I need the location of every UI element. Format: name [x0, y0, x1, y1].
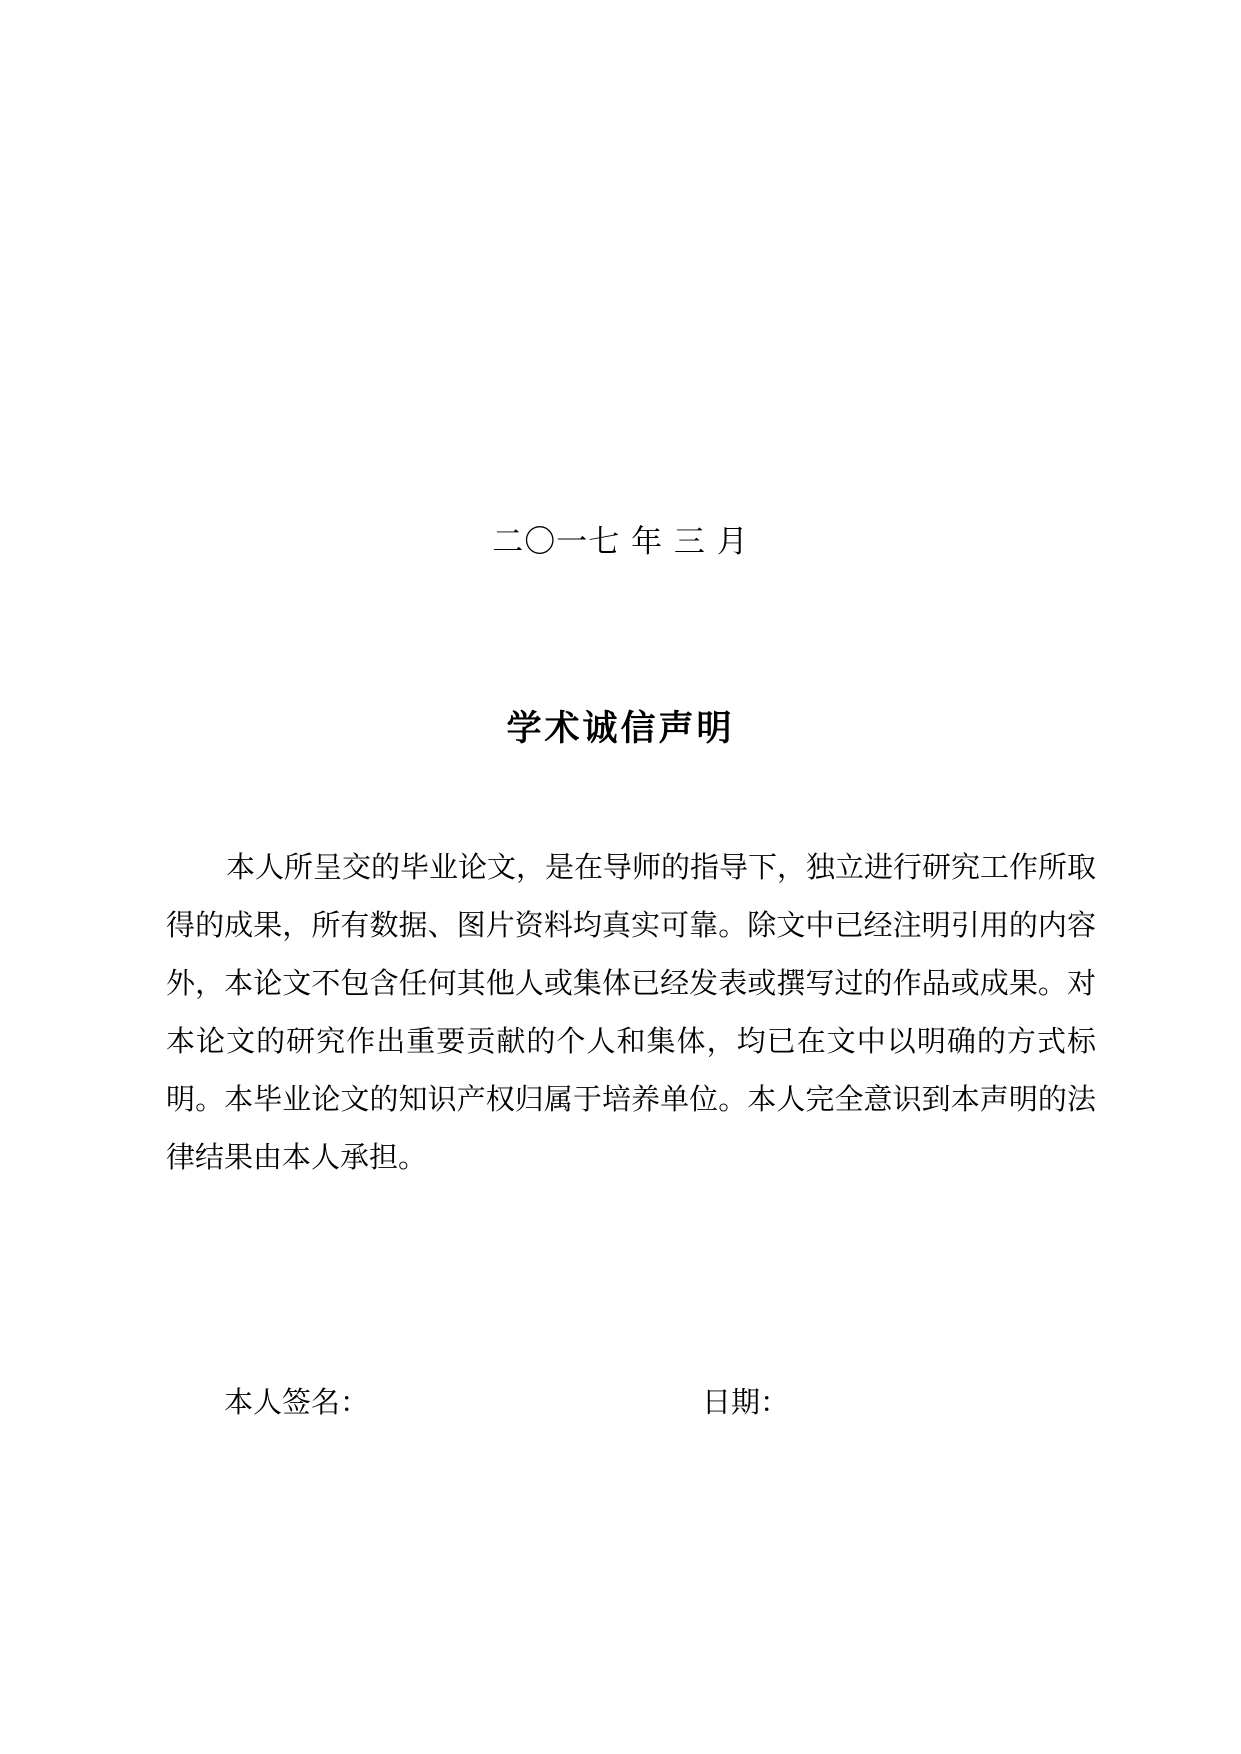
date-line: 二〇一七 年 三 月: [492, 524, 749, 560]
declaration-paragraph: 本人所呈交的毕业论文，是在导师的指导下，独立进行研究工作所取得的成果，所有数据、图片资料均真实可靠。除文中已经注明引用的内容外，本论文不包含任何其他人或集体已经发表或撰写过的作品或成果。对本论文的研究作出重要贡献的个人和集体，均已在文中以明确的方式标明。本毕业论文的知识产权归属于培养单位。本人完全意识到本声明的法律结果由本人承担。: [166, 850, 1097, 1174]
date-field[interactable]: [782, 1380, 1082, 1416]
page-title: 学术诚信声明: [506, 709, 735, 749]
date-label: 日期：: [702, 1385, 790, 1419]
signature-label: 本人签名：: [224, 1385, 370, 1419]
signature-field[interactable]: [356, 1380, 656, 1416]
